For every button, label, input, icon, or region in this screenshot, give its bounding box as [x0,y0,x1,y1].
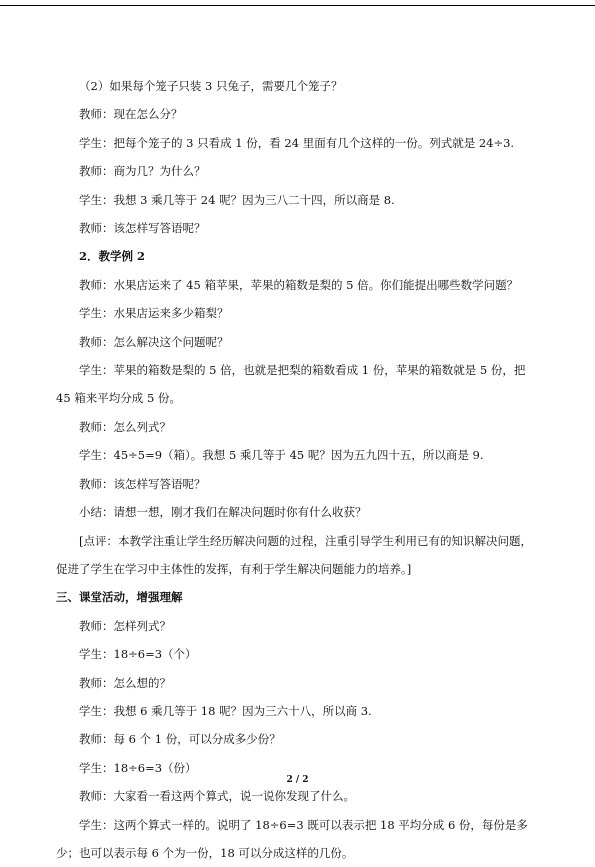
header-rule [0,5,595,6]
paragraph: 学生：18÷6=3（份） [79,760,197,775]
paragraph: （2）如果每个笼子只装 3 只兔子，需要几个笼子？ [79,79,343,93]
paragraph: 教师：大家看一看这两个算式，说一说你发现了什么。 [79,789,355,804]
paragraph: 学生：把每个笼子的 3 只看成 1 份，看 24 里面有几个这样的一份。列式就是 24÷3. [79,135,515,150]
paragraph: 小结：请想一想，刚才我们在解决问题时你有什么收获？ [79,505,367,520]
document-body [56,72,540,867]
paragraph: 教师：水果店运来了 45 箱苹果，苹果的箱数是梨的 5 倍。你们能提出哪些数学问题？ [79,277,519,292]
paragraph: [点评：本教学注重让学生经历解决问题的过程，注重引导学生利用已有的知识解决问题，促进了学生在学习中主体性的发挥，有利于学生解决问题能力的培养。] [56,533,532,576]
paragraph: 学生：水果店运来多少箱梨？ [79,306,229,321]
paragraph: 学生：18÷6=3（个） [79,647,197,662]
paragraph: 教师：该怎样写答语呢？ [79,476,206,491]
paragraph: 教师：该怎样写答语呢？ [79,221,206,236]
paragraph: 学生：我想 3 乘几等于 24 呢？因为三八二十四，所以商是 8. [79,192,395,207]
paragraph: 教师：怎么列式？ [79,419,171,434]
section-heading: 2．教学例 2 [79,249,146,264]
paragraph: 学生：45÷5=9（箱）。我想 5 乘几等于 45 呢？因为五九四十五，所以商是 9. [79,448,484,463]
paragraph: 教师：商为几？为什么？ [79,164,206,179]
paragraph: 教师：怎么想的？ [79,675,171,690]
paragraph: 学生：我想 6 乘几等于 18 呢？因为三六十八，所以商 3. [79,703,372,718]
paragraph: 教师：每 6 个 1 份，可以分成多少份？ [79,732,281,747]
page-number: 2 / 2 [286,775,309,785]
paragraph: 学生：这两个算式一样的。说明了 18÷6=3 既可以表示把 18 平均分成 6 份，每份是多少；也可以表示每 6 个为一份，18 可以分成这样的几份。 [56,817,528,860]
paragraph: 教师：怎么解决这个问题呢？ [79,334,229,349]
paragraph: 教师：怎样列式？ [79,618,171,633]
paragraph: 学生：苹果的箱数是梨的 5 倍，也就是把梨的箱数看成 1 份，苹果的箱数就是 5 份，把 45 箱来平均分成 5 份。 [56,363,526,406]
paragraph: 教师：现在怎么分？ [79,107,183,122]
section-heading: 三、课堂活动，增强理解 [56,590,183,605]
